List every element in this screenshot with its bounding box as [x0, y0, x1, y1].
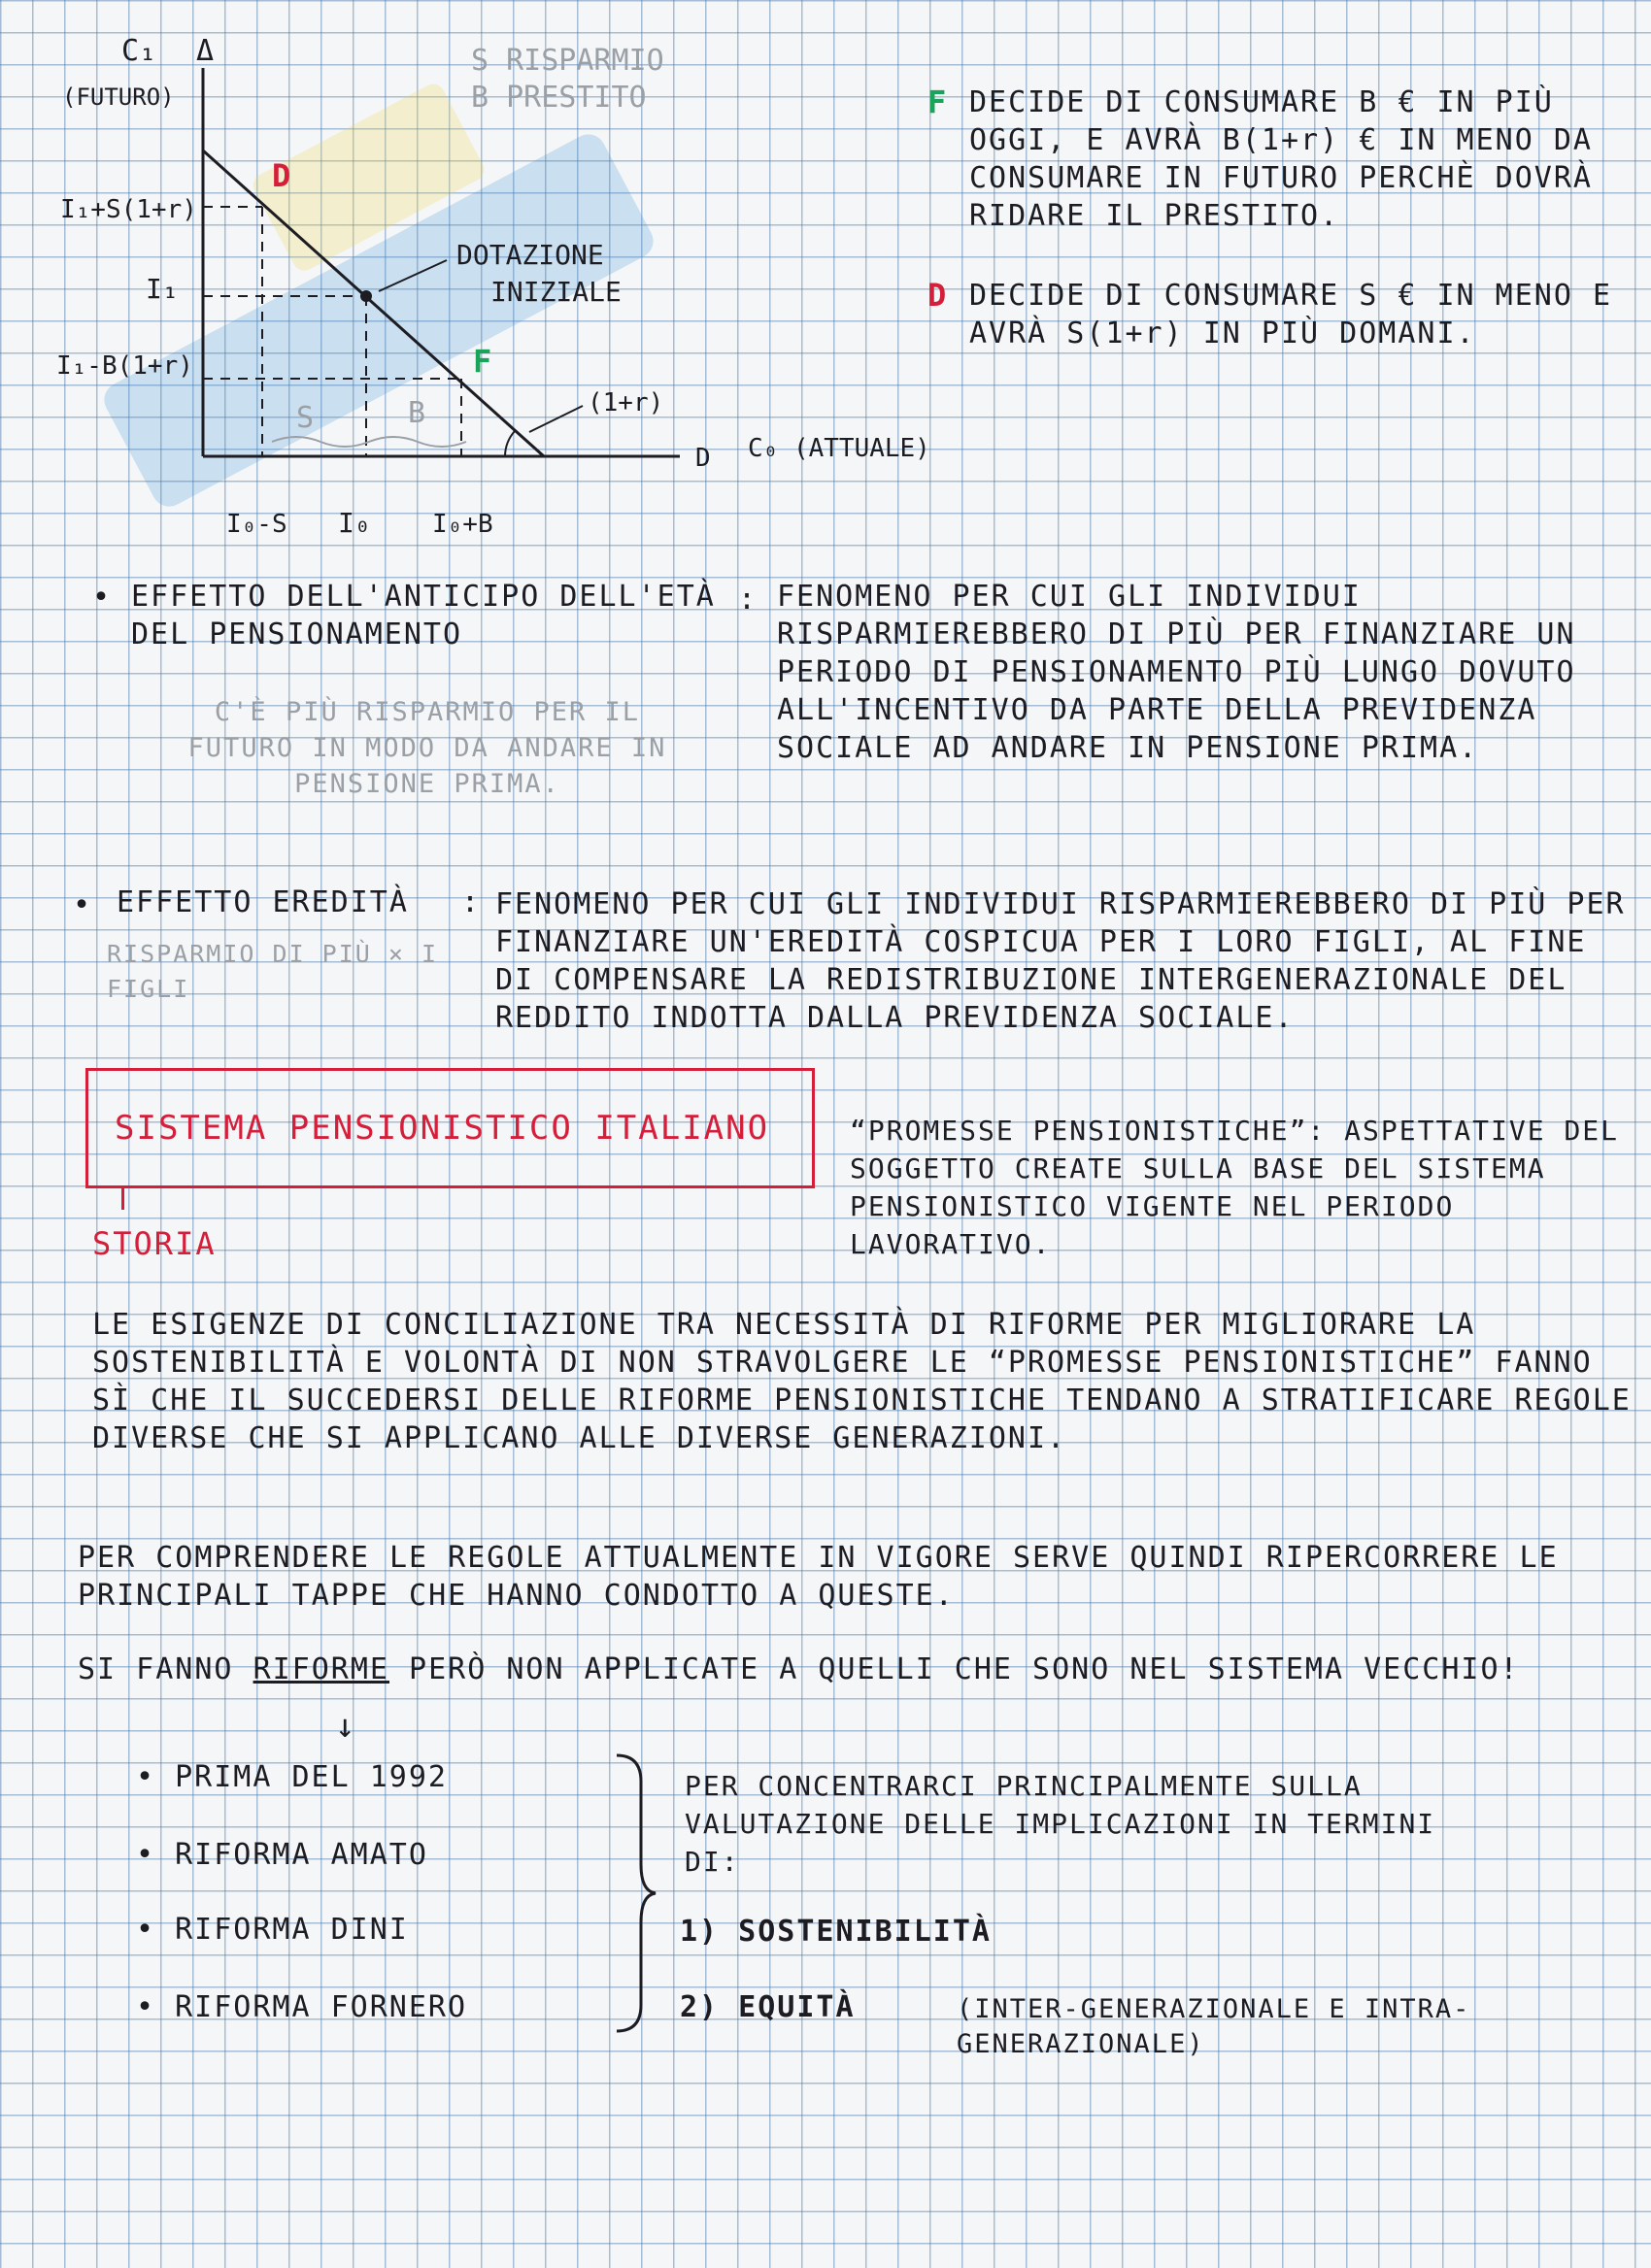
- y-tick-mid: I₁: [146, 273, 179, 305]
- riforme-after: PERÒ NON APPLICATE A QUELLI CHE SONO NEL SISTEMA VECCHIO!: [389, 1652, 1520, 1686]
- area-b-label: B: [408, 396, 426, 430]
- x-axis-label: C₀ (ATTUALE): [748, 434, 930, 463]
- x-tick-left: I₀-S: [226, 510, 287, 539]
- budget-constraint-graph: [0, 0, 971, 563]
- note-d-letter: D: [927, 277, 949, 314]
- endowment-label-2: INIZIALE: [490, 276, 622, 308]
- down-arrow-icon: ↓: [335, 1707, 357, 1746]
- focus-equita: 2) EQUITÀ: [680, 1990, 856, 2024]
- reform-item: • PRIMA DEL 1992: [136, 1760, 448, 1794]
- x-axis-end: D: [695, 444, 711, 473]
- paragraph-comprendere: PER COMPRENDERE LE REGOLE ATTUALMENTE IN VIGORE SERVE QUINDI RIPERCORRERE LE PRINCIPALI TAPPE CHE HANNO CONDOTTO A QUESTE.: [78, 1541, 1559, 1613]
- effect-anticipo-note: C'È PIÙ RISPARMIO PER IL FUTURO IN MODO DA ANDARE IN PENSIONE PRIMA.: [187, 697, 667, 799]
- effect-eredita-definition: FENOMENO PER CUI GLI INDIVIDUI RISPARMIEREBBERO DI PIÙ PER FINANZIARE UN'EREDITÀ COSPICUA PER I LORO FIGLI, AL FINE DI COMPENSARE LA REDISTRIBUZIONE INTERGENERAZIONALE DEL REDDITO INDOTTA DALLA PREVIDENZA SOCIALE.: [495, 887, 1626, 1035]
- legend-loan: B PRESTITO: [471, 81, 647, 115]
- note-f-text: DECIDE DI CONSUMARE B € IN PIÙ OGGI, E AVRÀ B(1+r) € IN MENO DA CONSUMARE IN FUTURO PERCHÈ DOVRÀ RIDARE IL PRESTITO.: [969, 85, 1593, 233]
- focus-intro: PER CONCENTRARCI PRINCIPALMENTE SULLA VALUTAZIONE DELLE IMPLICAZIONI IN TERMINI DI:: [685, 1770, 1436, 1878]
- riforme-before: SI FANNO: [78, 1652, 253, 1686]
- paragraph-riforme: [78, 1652, 1520, 1686]
- point-f-label: F: [473, 343, 492, 380]
- legend-savings: S RISPARMIO: [471, 44, 664, 78]
- endowment-label-1: DOTAZIONE: [456, 239, 604, 271]
- y-axis-end: Δ: [196, 34, 215, 68]
- section-title: SISTEMA PENSIONISTICO ITALIANO: [115, 1109, 770, 1148]
- y-tick-top: I₁+S(1+r): [60, 195, 197, 224]
- bullet-anticipo: •: [92, 581, 113, 615]
- x-tick-right: I₀+B: [432, 510, 493, 539]
- area-s-label: S: [296, 401, 315, 435]
- paragraph-conciliazione: LE ESIGENZE DI CONCILIAZIONE TRA NECESSITÀ DI RIFORME PER MIGLIORARE LA SOSTENIBILITÀ E VOLONTÀ DI NON STRAVOLGERE LE “PROMESSE PENSIONISTICHE” FANNO SÌ CHE IL SUCCEDERSI DELLE RIFORME PENSIONISTICHE TENDANO A STRATIFICARE REGOLE DIVERSE CHE SI APPLICANO ALLE DIVERSE GENERAZIONI.: [92, 1308, 1632, 1455]
- curly-brace: [602, 1748, 660, 2039]
- y-axis-label: C₁: [121, 34, 157, 68]
- reform-label: PRIMA DEL 1992: [175, 1760, 448, 1794]
- reform-label: RIFORMA DINI: [175, 1913, 409, 1947]
- endowment-arrow: [379, 260, 447, 291]
- section-connector: [121, 1186, 124, 1210]
- section-subtitle: STORIA: [92, 1225, 217, 1262]
- focus-equita-detail: (INTER-GENERAZIONALE E INTRA-GENERAZIONALE): [957, 1994, 1471, 2059]
- note-d-text: DECIDE DI CONSUMARE S € IN MENO E AVRÀ S(1+r) IN PIÙ DOMANI.: [969, 279, 1613, 350]
- area-scribble: [272, 437, 466, 447]
- bullet-eredita: •: [73, 888, 93, 922]
- colon-anticipo: :: [738, 583, 758, 617]
- endowment-point: [360, 290, 372, 302]
- reform-item: • RIFORMA DINI: [136, 1913, 409, 1947]
- slope-label: (1+r): [588, 388, 664, 417]
- slope-angle-arc: [505, 431, 515, 456]
- effect-eredita-title: EFFETTO EREDITÀ: [117, 885, 409, 919]
- riforme-underlined: RIFORME: [253, 1652, 389, 1686]
- slope-arrow: [529, 406, 583, 432]
- point-d-label: D: [272, 157, 291, 194]
- reform-label: RIFORMA FORNERO: [175, 1990, 468, 2024]
- promesse-definition: “PROMESSE PENSIONISTICHE”: ASPETTATIVE DEL SOGGETTO CREATE SULLA BASE DEL SISTEMA PENSIONISTICO VIGENTE NEL PERIODO LAVORATIVO.: [850, 1115, 1620, 1260]
- note-f-letter: F: [927, 83, 949, 120]
- reform-item: • RIFORMA FORNERO: [136, 1990, 468, 2024]
- y-axis-sublabel: (FUTURO): [62, 83, 175, 111]
- y-tick-low: I₁-B(1+r): [56, 351, 193, 381]
- focus-sostenibilita: 1) SOSTENIBILITÀ: [680, 1915, 992, 1949]
- effect-eredita-note: RISPARMIO DI PIÙ × I FIGLI: [107, 940, 439, 1003]
- reform-item: • RIFORMA AMATO: [136, 1838, 428, 1872]
- effect-anticipo-title: EFFETTO DELL'ANTICIPO DELL'ETÀ DEL PENSIONAMENTO: [131, 580, 716, 651]
- colon-eredita: :: [461, 885, 482, 919]
- x-tick-mid: I₀: [338, 507, 371, 539]
- effect-anticipo-definition: FENOMENO PER CUI GLI INDIVIDUI RISPARMIEREBBERO DI PIÙ PER FINANZIARE UN PERIODO DI PENSIONAMENTO PIÙ LUNGO DOVUTO ALL'INCENTIVO DA PARTE DELLA PREVIDENZA SOCIALE AD ANDARE IN PENSIONE PRIMA.: [777, 580, 1576, 765]
- reform-label: RIFORMA AMATO: [175, 1838, 428, 1872]
